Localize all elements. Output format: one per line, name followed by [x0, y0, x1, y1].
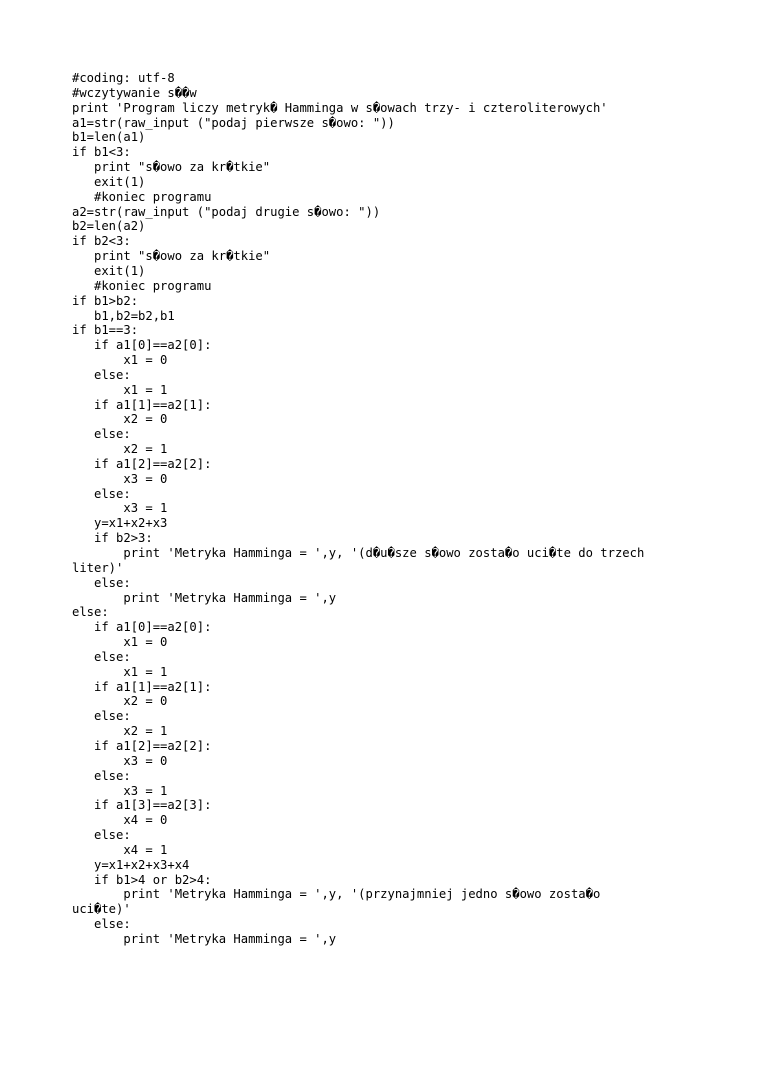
code-line: if a1[2]==a2[2]:	[72, 456, 212, 471]
code-line: else:	[72, 367, 131, 382]
code-line: else:	[72, 427, 131, 442]
code-line: else:	[72, 649, 131, 664]
code-line: exit(1)	[72, 263, 146, 278]
code-line: else:	[72, 575, 131, 590]
code-line: x2 = 1	[72, 442, 168, 457]
code-line: x3 = 0	[72, 471, 168, 486]
code-line: if b2<3:	[72, 234, 131, 249]
code-line: uci�te)'	[72, 902, 131, 917]
code-line: if b1==3:	[72, 323, 139, 338]
code-line: if a1[1]==a2[1]:	[72, 679, 212, 694]
code-line: if a1[1]==a2[1]:	[72, 397, 212, 412]
code-line: x4 = 1	[72, 842, 168, 857]
code-line: y=x1+x2+x3	[72, 516, 168, 531]
code-listing	[72, 71, 692, 947]
code-line: if b1>4 or b2>4:	[72, 872, 212, 887]
code-line: a2=str(raw_input ("podaj drugie s�owo: "))	[72, 204, 381, 219]
code-line: x1 = 1	[72, 664, 168, 679]
code-line: x3 = 1	[72, 783, 168, 798]
code-line: #wczytywanie s��w	[72, 85, 197, 100]
code-line: if a1[3]==a2[3]:	[72, 798, 212, 813]
code-line: x1 = 0	[72, 635, 168, 650]
code-line: if b1<3:	[72, 145, 131, 160]
code-line: x3 = 1	[72, 501, 168, 516]
code-line: x2 = 0	[72, 694, 168, 709]
code-line: print 'Metryka Hamminga = ',y, '(d�u�sze s�owo zosta�o uci�te do trzech	[72, 546, 645, 560]
code-line: a1=str(raw_input ("podaj pierwsze s�owo: "))	[72, 115, 395, 130]
code-line: y=x1+x2+x3+x4	[72, 857, 190, 872]
code-line: #coding: utf-8	[72, 71, 175, 85]
code-line: print 'Metryka Hamminga = ',y	[72, 590, 337, 605]
code-line: b2=len(a2)	[72, 219, 146, 234]
code-line: b1=len(a1)	[72, 130, 146, 145]
code-line: liter)'	[72, 560, 124, 575]
code-line: x2 = 1	[72, 724, 168, 739]
code-line: b1,b2=b2,b1	[72, 308, 175, 323]
code-line: else:	[72, 828, 131, 843]
code-line: else:	[72, 768, 131, 783]
code-line: #koniec programu	[72, 278, 212, 293]
code-line: print 'Metryka Hamminga = ',y	[72, 931, 337, 946]
code-line: exit(1)	[72, 174, 146, 189]
code-line: print "s�owo za kr�tkie"	[72, 160, 271, 175]
code-line: else:	[72, 917, 131, 932]
code-line: #koniec programu	[72, 189, 212, 204]
code-line: else:	[72, 709, 131, 724]
code-line: x2 = 0	[72, 412, 168, 427]
code-line: x1 = 1	[72, 382, 168, 397]
code-line: else:	[72, 605, 109, 620]
code-line: x3 = 0	[72, 753, 168, 768]
code-line: print "s�owo za kr�tkie"	[72, 249, 271, 264]
code-line: if a1[0]==a2[0]:	[72, 620, 212, 635]
code-line: x1 = 0	[72, 353, 168, 368]
code-line: if b2>3:	[72, 531, 153, 546]
code-line: x4 = 0	[72, 813, 168, 828]
code-line: if a1[0]==a2[0]:	[72, 338, 212, 353]
code-line: if b1>b2:	[72, 293, 139, 308]
code-line: print 'Program liczy metryk� Hamminga w s�owach trzy- i czteroliterowych'	[72, 100, 608, 115]
code-line: print 'Metryka Hamminga = ',y, '(przynajmniej jedno s�owo zosta�o	[72, 887, 601, 902]
code-line: if a1[2]==a2[2]:	[72, 738, 212, 753]
code-line: else:	[72, 486, 131, 501]
